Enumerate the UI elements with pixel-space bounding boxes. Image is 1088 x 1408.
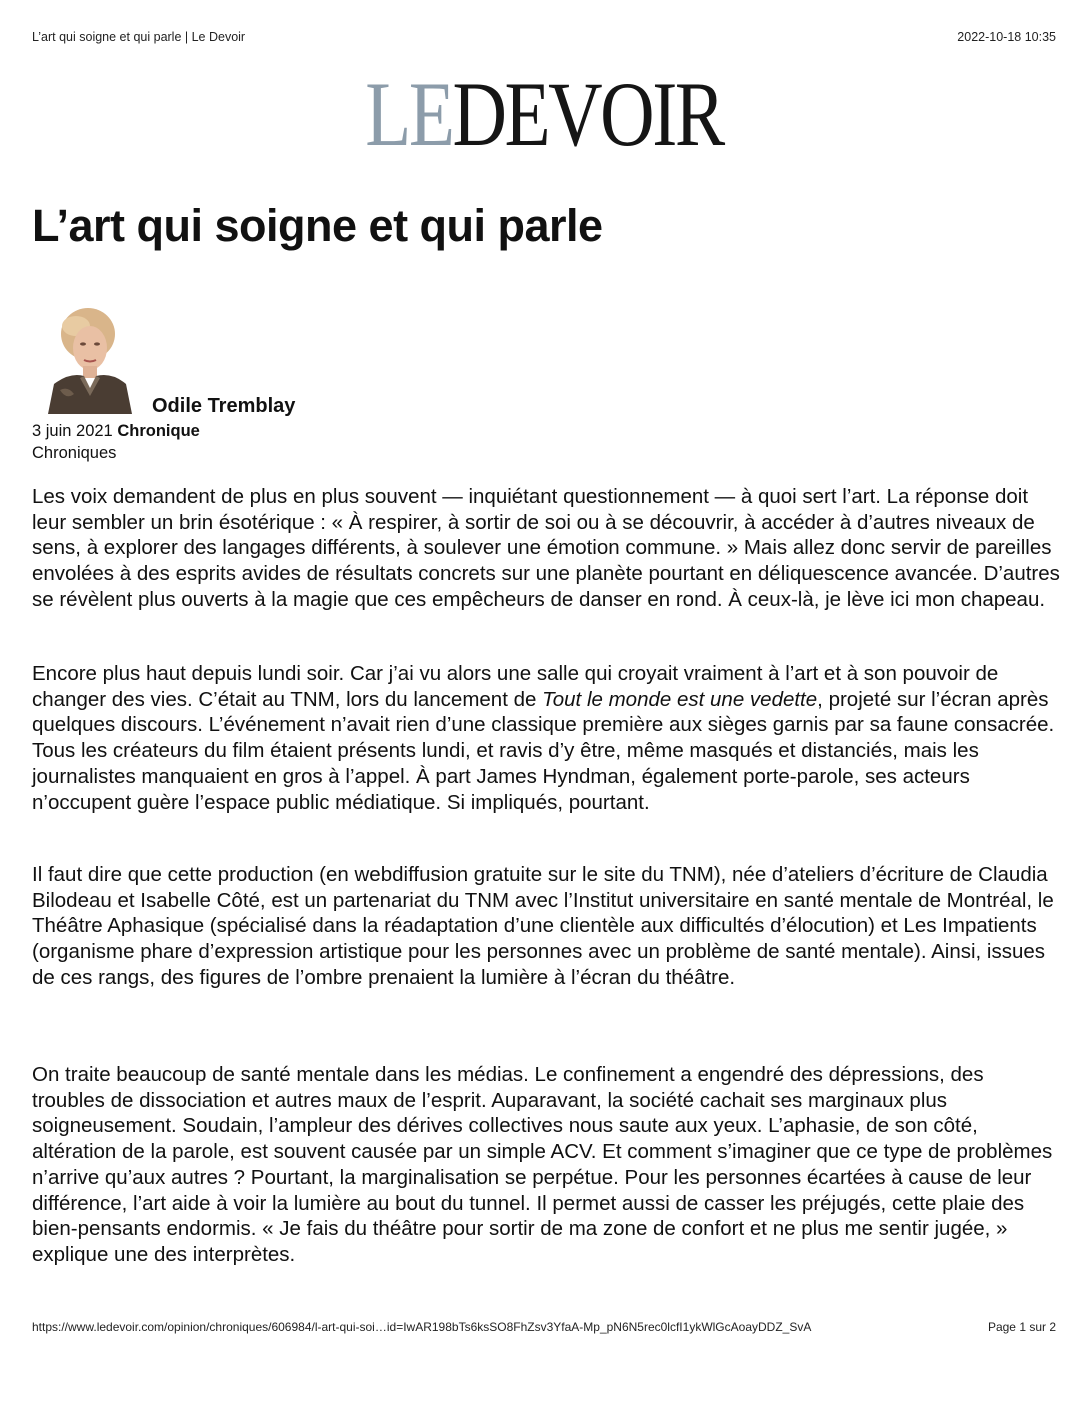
article-headline: L’art qui soigne et qui parle: [32, 200, 603, 251]
print-url: https://www.ledevoir.com/opinion/chroniques/606984/l-art-qui-soi…id=IwAR198bTs6ksSO8FhZsv3YfaA-Mp_pN6N5rec0lcfI1ykWlGcAoayDDZ_SvA: [32, 1320, 812, 1334]
article-type: Chronique: [117, 422, 200, 440]
paragraph-2-part-1: Encore plus haut depuis lundi soir. Car j’ai vu alors une salle qui croyait vraiment à l’art et à son pouvoir de changer des vies. C’était au TNM, lors du lancement de: [32, 662, 999, 711]
article-paragraph: [32, 661, 1062, 815]
article-section[interactable]: Chroniques: [32, 444, 117, 462]
film-title: Tout le monde est une vedette: [542, 687, 818, 711]
paragraph-4: On traite beaucoup de santé mentale dans les médias. Le confinement a engendré des dépressions, des troubles de dissociation et autres maux de l’esprit. Auparavant, la société cachait ses marginaux plus soigneusement. Soudain, l’ampleur des dérives collectives nous saute aux yeux. L’aphasie, de son côté, altération de la parole, est souvent causée par un simple ACV. Et comment s’imaginer que ce type de problèmes n’arrive qu’aux autres ? Pourtant, la marginalisation se perpétue. Pour les personnes écartées à cause de leur différence, l’art aide à voir la lumière au bout du tunnel. Il permet aussi de casser les préjugés, cette plaie des bien-pensants endormis. « Je fais du théâtre pour sortir de ma zone de confort et ne plus me sentir jugée, » explique une des interprètes.: [32, 1063, 1053, 1266]
logo-le: LE: [365, 63, 453, 165]
paragraph-3: Il faut dire que cette production (en webdiffusion gratuite sur le site du TNM), née d’ateliers d’écriture de Claudia Bilodeau et Isabelle Côté, est un partenariat du TNM avec l’Institut universitaire en santé mentale de Montréal, le Théâtre Aphasique (spécialisé dans la réadaptation d’une clientèle aux difficultés d’élocution) et Les Impatients (organisme phare d’expression artistique pour les personnes avec un problème de santé mentale). Ainsi, issues de ces rangs, des figures de l’ombre prenaient la lumière à l’écran du théâtre.: [32, 863, 1054, 989]
paragraph-1: Les voix demandent de plus en plus souvent — inquiétant questionnement — à quoi sert l’art. La réponse doit leur sembler un brin ésotérique : « À respirer, à sortir de soi ou à se découvrir, à accéder à d’autres niveaux de sens, à explorer des langages différents, à soulever une émotion commune. » Mais allez donc servir de pareilles envolées à des esprits avides de résultats concrets sur une planète pourtant en déliquescence avancée. D’autres se révèlent plus ouverts à la magie que ces empêcheurs de danser en rond. À ceux-là, je lève ici mon chapeau.: [32, 485, 1060, 611]
author-name[interactable]: Odile Tremblay: [152, 395, 296, 417]
article-date: 3 juin 2021: [32, 422, 113, 440]
paragraph-2: [32, 661, 1062, 815]
logo-devoir: DEVOIR: [452, 63, 723, 165]
article-paragraph: [32, 1062, 1062, 1268]
print-footer: [32, 1320, 1056, 1334]
print-page-title: L’art qui soigne et qui parle | Le Devoir: [32, 30, 246, 44]
print-header: [32, 30, 1056, 44]
paragraph-2-part-2: , projeté sur l’écran après quelques discours. L’événement n’avait rien d’une classique première aux sièges garnis par sa faune consacrée. Tous les créateurs du film étaient présents lundi, et ravis d’y être, même masqués et distanciés, mais les journalistes manquaient en gros à l’appel. À part James Hyndman, également porte-parole, ses acteurs n’occupent guère l’espace public médiatique. Si impliqués, pourtant.: [32, 687, 1055, 814]
print-page-number: Page 1 sur 2: [987, 1320, 1056, 1334]
le-devoir-logo[interactable]: [98, 63, 990, 165]
article-paragraph: [32, 862, 1062, 991]
print-datetime: 2022-10-18 10:35: [957, 30, 1056, 44]
author-photo: [40, 304, 140, 414]
article-paragraph: [32, 484, 1062, 613]
article-meta: [32, 420, 200, 464]
